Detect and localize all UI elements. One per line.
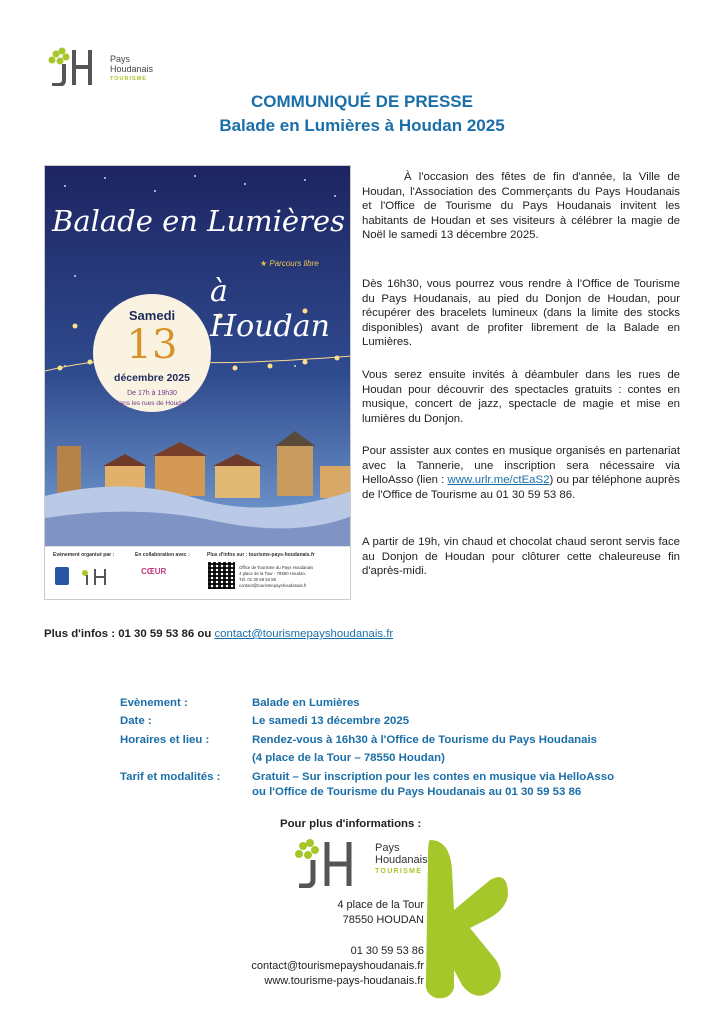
footer-email[interactable]: contact@tourismepayshoudanais.fr [251,960,424,972]
price-value: Gratuit – Sur inscription pour les contes en musique via HelloAsso [252,771,615,783]
brand-logo [46,46,166,90]
paragraph-4 [362,444,680,502]
poster-info-line: Tél. 01 30 59 53 86 [239,577,277,582]
hours-value: Rendez-vous à 16h30 à l'Office de Tourisme du Pays Houdanais [252,734,597,746]
poster-coeur-logo: CŒUR [141,567,167,576]
footer-logo-mark-icon [293,838,373,888]
poster-info-line: 4 place de la Tour - 78550 Houdan. [239,571,307,576]
poster-info [239,565,313,589]
event-poster [44,165,351,600]
hours-value-2: (4 place de la Tour – 78550 Houdan) [252,752,445,764]
poster-date-badge [93,294,211,412]
hours-label: Horaires et lieu : [120,734,210,746]
footer-phone: 01 30 59 53 86 [350,945,424,957]
contact-email-link[interactable]: contact@tourismepayshoudanais.fr [214,628,394,640]
poster-streets: dans les rues de Houdan [115,400,189,407]
poster-month: décembre 2025 [114,372,190,384]
helloasso-link[interactable]: www.urlr.me/ctEaS2 [447,474,550,487]
logo-line2: Houdanais [110,64,154,74]
contact-label: Plus d'infos : 01 30 59 53 86 ou [44,628,215,640]
p4-before: Pour assister aux contes en musique organisés en partenariat avec la Tannerie, une inscription sera nécessaire via HelloAsso (lien : [362,445,680,487]
poster-footer [45,546,351,600]
poster-collab: En collaboration avec : [135,552,190,558]
address-line-1: 4 place de la Tour [337,899,424,911]
event-value: Balade en Lumières [252,697,360,709]
paragraph-2: Dès 16h30, vous pourrez vous rendre à l'Office de Tourisme du Pays Houdanais, au pied du Donjon de Houdan, pour récupérer des bracelets lumineux (dans la limite des stocks disponibles) avant de profiter librement de la Balade en Lumières. [362,278,680,349]
poster-title: Balade en Lumières [52,204,345,238]
poster-hours: De 17h à 19h30 [127,390,177,397]
footer-logo-line3: TOURISME [375,868,423,875]
logo-mark-icon [46,46,110,86]
poster-place: à Houdan [210,274,330,344]
date-label: Date : [120,715,152,727]
poster-info-line: contact@tourismepayshoudanais.fr [239,583,307,588]
poster-date-num: 13 [126,322,178,368]
price-label: Tarif et modalités : [120,771,221,783]
page-subtitle: Balade en Lumières à Houdan 2025 [219,116,505,135]
poster-partner-logos [55,565,115,589]
footer-logo-line2: Houdanais [375,854,428,866]
paragraph-3: Vous serez ensuite invités à déambuler dans les rues de Houdan pour découvrir des spectacles gratuits : contes en musique, concert de jazz, spectacle de magie et mise en lumières du Donjon. [362,369,680,425]
p4-after: ) ou par téléphone auprès de l'Office de Tourisme au 01 30 59 53 86. [362,474,680,501]
footer-logo [293,838,483,898]
footer-logo-line1: Pays [375,842,400,854]
logo-line1: Pays [110,54,131,64]
poster-day: Samedi [128,308,176,323]
price-value-2: ou l'Office de Tourisme du Pays Houdanais au 01 30 59 53 86 [252,786,582,798]
page-title: COMMUNIQUÉ DE PRESSE [251,92,473,111]
footer-website[interactable]: www.tourisme-pays-houdanais.fr [264,975,424,987]
paragraph-5: A partir de 19h, vin chaud et chocolat chaud seront servis face au Donjon de Houdan pour clôturer cette chaleureuse fin d'après-midi. [362,536,680,578]
logo-line3: TOURISME [110,76,147,82]
address-line-2: 78550 HOUDAN [342,914,424,926]
event-label: Evènement : [120,697,188,709]
paragraph-1: À l'occasion des fêtes de fin d'année, la Ville de Houdan, l'Association des Commerçants du Pays Houdanais et l'Office de Tourisme du Pays Houdanais invitent les habitants de Houdan et ses visiteurs à célébrer la magie de Noël le samedi 13 décembre 2025. [362,171,680,242]
qr-code-icon [208,562,235,589]
poster-more: Plus d'infos sur : tourisme-pays-houdanais.fr [207,552,315,558]
poster-subtitle: ★ Parcours libre [260,259,319,268]
poster-organised: Evènement organisé par : [53,552,115,558]
date-value: Le samedi 13 décembre 2025 [252,715,410,727]
poster-info-line: Office de Tourisme du Pays Houdanais [239,565,314,570]
contact-line [44,628,393,640]
more-info-heading: Pour plus d'informations : [280,818,422,830]
